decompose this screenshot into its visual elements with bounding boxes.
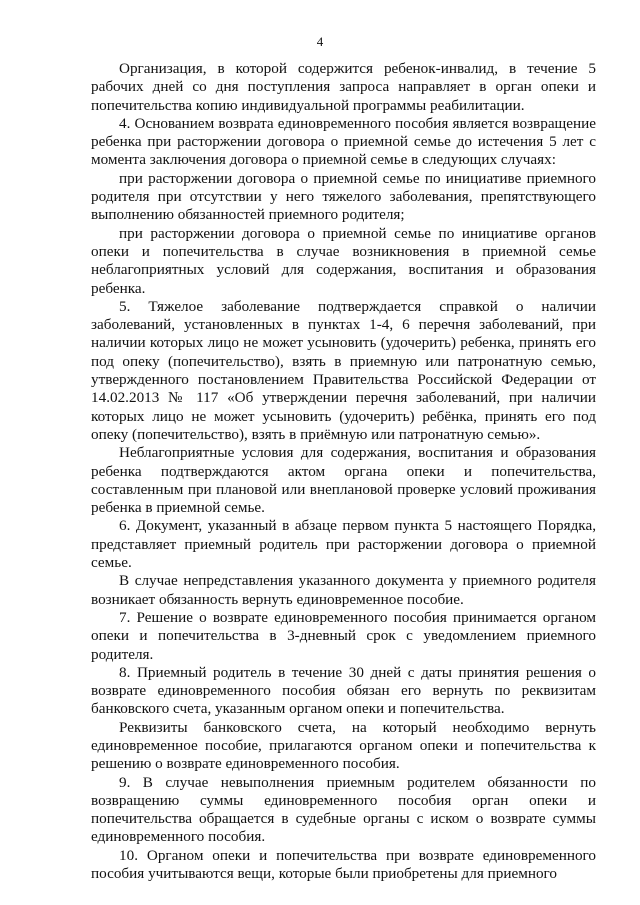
paragraph-item-5: 5. Тяжелое заболевание подтверждается справкой о наличии заболеваний, установленных в пунктах 1-4, 6 перечня заболеваний, при наличии которых лицо не может усыновить (удочерить) ребенка, принять его под опеку (попечительство), взять в приемную или патронатную семью, утвержденного постановлением Правительства Российской Федерации от 14.02.2013 № 117 «Об утверждении перечня заболеваний, при наличии которых лицо не может усыновить (удочерить) ребёнка, принять его под опеку (попечительство), взять в приёмную или патронатную семью». xyxy=(91,297,596,443)
paragraph-document-transfer: Организация, в которой содержится ребенок-инвалид, в течение 5 рабочих дней со дня поступления запроса направляет в орган опеки и попечительства копию индивидуальной программы реабилитации. xyxy=(91,60,596,114)
paragraph-item-4: 4. Основанием возврата единовременного пособия является возвращение ребенка при расторжении договора о приемной семье до истечения 5 лет с момента заключения договора о приемной семье в следующих случаях: xyxy=(91,114,596,169)
paragraph-item-7: 7. Решение о возврате единовременного пособия принимается органом опеки и попечительства в 3-дневный срок с уведомлением приемного родителя. xyxy=(91,608,596,663)
paragraph-item-6: 6. Документ, указанный в абзаце первом пункта 5 настоящего Порядка, представляет приемный родитель при расторжении договора о приемной семье. xyxy=(91,517,596,572)
page-number: 4 xyxy=(316,34,324,49)
paragraph-item-10: 10. Органом опеки и попечительства при возврате единовременного пособия учитываются вещи, которые были приобретены для приемного xyxy=(91,846,596,883)
paragraph-item-8: 8. Приемный родитель в течение 30 дней с даты принятия решения о возврате единовременного пособия обязан его вернуть по реквизитам банковского счета, указанным органом опеки и попечительства. xyxy=(91,663,596,718)
paragraph-item-6-obligation: В случае непредставления указанного документа у приемного родителя возникает обязанность вернуть единовременное пособие. xyxy=(91,572,596,608)
document-body xyxy=(91,60,596,883)
paragraph-item-4-case-1: при расторжении договора о приемной семье по инициативе приемного родителя при отсутствии у него тяжелого заболевания, препятствующего выполнению обязанностей приемного родителя; xyxy=(91,169,596,224)
paragraph-item-5-conditions: Неблагоприятные условия для содержания, воспитания и образования ребенка подтверждаются актом органа опеки и попечительства, составленным при плановой или внеплановой проверке условий проживания ребенка в приемной семье. xyxy=(91,444,596,517)
paragraph-item-8-requisites: Реквизиты банковского счета, на который необходимо вернуть единовременное пособие, прилагаются органом опеки и попечительства к решению о возврате единовременного пособия. xyxy=(91,718,596,773)
paragraph-item-4-case-2: при расторжении договора о приемной семье по инициативе органов опеки и попечительства в случае возникновения в приемной семье неблагоприятных условий для содержания, воспитания и образования ребенка. xyxy=(91,224,596,297)
paragraph-item-9: 9. В случае невыполнения приемным родителем обязанности по возвращению суммы единовременного пособия орган опеки и попечительства обращается в судебные органы с иском о возврате суммы единовременного пособия. xyxy=(91,773,596,846)
